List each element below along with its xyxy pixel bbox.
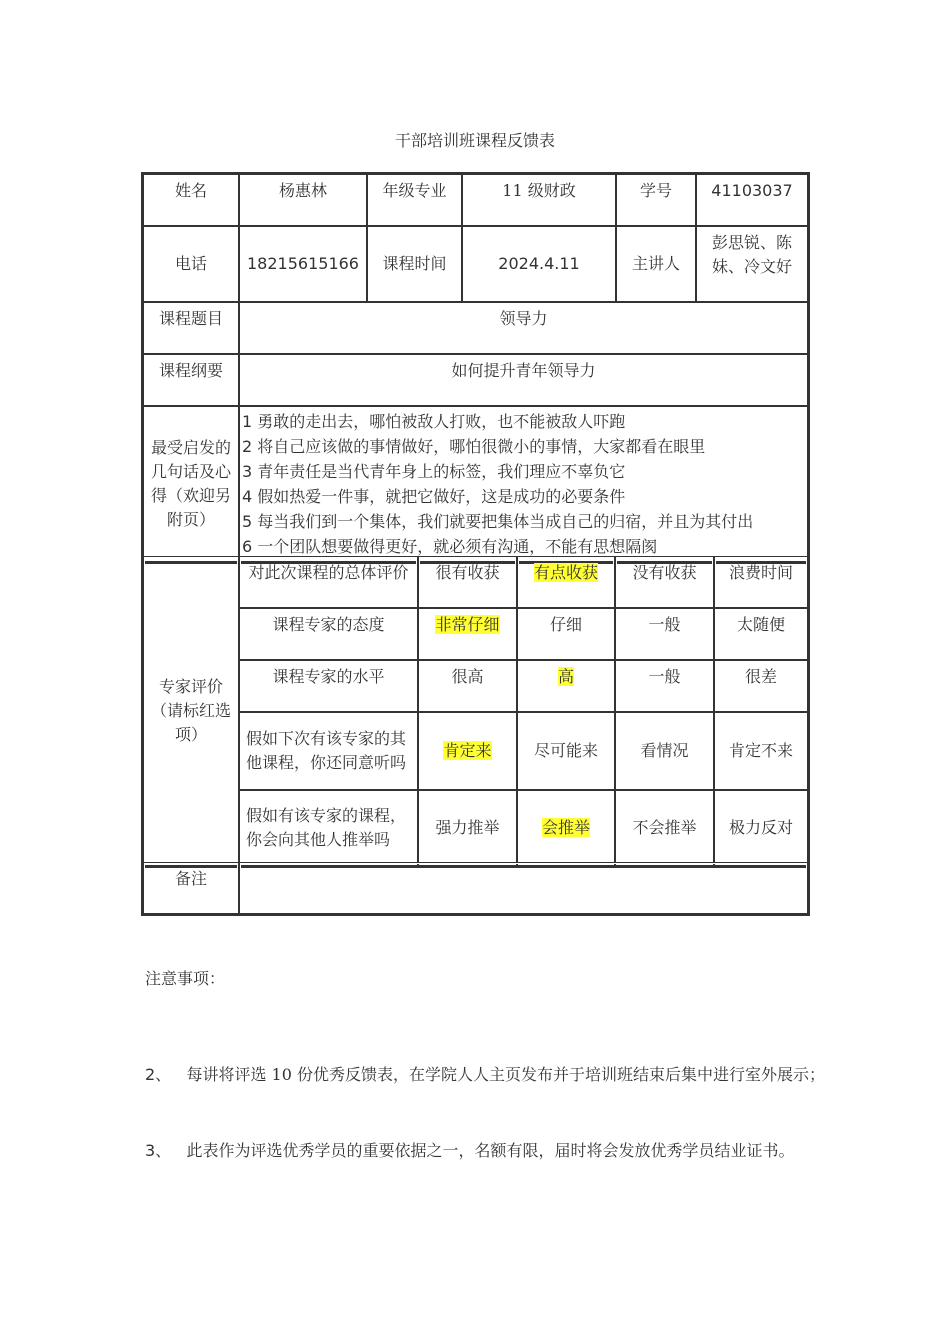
list-item: 6 一个团队想要做得更好，就必须有沟通，不能有思想隔阂	[242, 537, 658, 556]
option-label: 浪费时间	[728, 563, 793, 582]
remark-value[interactable]	[239, 862, 808, 914]
option-label: 一般	[648, 615, 681, 634]
feedback-form-table	[141, 172, 810, 564]
option-label: 强力推举	[435, 818, 500, 837]
eval-option[interactable]	[615, 608, 714, 660]
topic-label: 课程题目	[143, 302, 239, 354]
evaluation-table	[141, 556, 810, 868]
remark-table	[141, 862, 810, 916]
selected-option: 非常仔细	[435, 615, 500, 634]
option-label: 一般	[648, 667, 681, 686]
table-row	[143, 790, 808, 866]
id-value[interactable]: 41103037	[696, 174, 808, 226]
eval-option[interactable]	[418, 712, 517, 790]
page-title: 干部培训班课程反馈表	[394, 131, 555, 150]
eval-option[interactable]	[517, 660, 615, 712]
major-value[interactable]: 11 级财政	[462, 174, 616, 226]
eval-option[interactable]	[517, 712, 615, 790]
eval-question: 课程专家的水平	[239, 660, 418, 712]
option-label: 看情况	[640, 741, 689, 760]
evaluation-label: 专家评价（请标红选项）	[143, 556, 239, 866]
selected-option: 高	[557, 667, 574, 686]
speaker-label: 主讲人	[616, 226, 696, 302]
selected-option: 有点收获	[533, 563, 598, 582]
eval-option[interactable]	[418, 556, 517, 608]
eval-option[interactable]	[517, 608, 615, 660]
note-text: 此表作为评选优秀学员的重要依据之一，名额有限，届时将会发放优秀学员结业证书。	[186, 1141, 795, 1160]
note-item-3	[145, 1138, 845, 1164]
major-label: 年级专业	[367, 174, 462, 226]
eval-option[interactable]	[418, 790, 517, 866]
eval-option[interactable]	[517, 790, 615, 866]
selected-option: 会推举	[541, 818, 590, 837]
eval-option[interactable]	[418, 660, 517, 712]
eval-option[interactable]	[517, 556, 615, 608]
option-label: 很高	[451, 667, 484, 686]
eval-option[interactable]	[714, 712, 808, 790]
name-value[interactable]: 杨惠林	[239, 174, 367, 226]
eval-option[interactable]	[615, 790, 714, 866]
eval-option[interactable]	[714, 790, 808, 866]
list-item: 2 将自己应该做的事情做好，哪怕很微小的事情，大家都看在眼里	[242, 437, 706, 456]
eval-question: 对此次课程的总体评价	[239, 556, 418, 608]
table-row	[143, 660, 808, 712]
option-label: 极力反对	[728, 818, 793, 837]
phone-label: 电话	[143, 226, 239, 302]
eval-option[interactable]	[418, 608, 517, 660]
table-row	[143, 712, 808, 790]
list-item: 3 青年责任是当代青年身上的标签，我们理应不辜负它	[242, 462, 626, 481]
note-index: 2、	[145, 1065, 172, 1084]
table-row	[143, 556, 808, 608]
option-label: 太随便	[736, 615, 785, 634]
notes-heading: 注意事项：	[145, 969, 226, 988]
time-value[interactable]: 2024.4.11	[462, 226, 616, 302]
inspiration-list[interactable]	[239, 406, 808, 562]
eval-question: 课程专家的态度	[239, 608, 418, 660]
option-label: 尽可能来	[533, 741, 598, 760]
eval-option[interactable]	[615, 660, 714, 712]
eval-option[interactable]	[714, 660, 808, 712]
eval-question: 假如下次有该专家的其他课程，你还同意听吗	[239, 712, 418, 790]
eval-option[interactable]	[714, 556, 808, 608]
id-label: 学号	[616, 174, 696, 226]
eval-option[interactable]	[714, 608, 808, 660]
eval-question: 假如有该专家的课程，你会向其他人推举吗	[239, 790, 418, 866]
eval-option[interactable]	[615, 712, 714, 790]
list-item: 1 勇敢的走出去，哪怕被敌人打败，也不能被敌人吓跑	[242, 412, 626, 431]
option-label: 很有收获	[435, 563, 500, 582]
selected-option: 肯定来	[443, 741, 492, 760]
note-index: 3、	[145, 1141, 172, 1160]
table-row	[143, 608, 808, 660]
option-label: 很差	[744, 667, 777, 686]
note-text: 每讲将评选 10 份优秀反馈表，在学院人人主页发布并于培训班结束后集中进行室外展示；	[186, 1065, 825, 1084]
note-item-2	[145, 1062, 825, 1088]
list-item: 4 假如热爱一件事，就把它做好，这是成功的必要条件	[242, 487, 626, 506]
option-label: 仔细	[549, 615, 582, 634]
outline-label: 课程纲要	[143, 354, 239, 406]
topic-value[interactable]: 领导力	[239, 302, 808, 354]
time-label: 课程时间	[367, 226, 462, 302]
name-label: 姓名	[143, 174, 239, 226]
option-label: 肯定不来	[728, 741, 793, 760]
option-label: 不会推举	[632, 818, 697, 837]
inspiration-label: 最受启发的几句话及心得（欢迎另附页）	[143, 406, 239, 562]
speaker-value[interactable]: 彭思锐、陈妹、冷文好	[696, 226, 808, 302]
outline-value[interactable]: 如何提升青年领导力	[239, 354, 808, 406]
list-item: 5 每当我们到一个集体，我们就要把集体当成自己的归宿，并且为其付出	[242, 512, 754, 531]
option-label: 没有收获	[632, 563, 697, 582]
phone-value[interactable]: 18215615166	[239, 226, 367, 302]
eval-option[interactable]	[615, 556, 714, 608]
remark-label: 备注	[143, 862, 239, 914]
